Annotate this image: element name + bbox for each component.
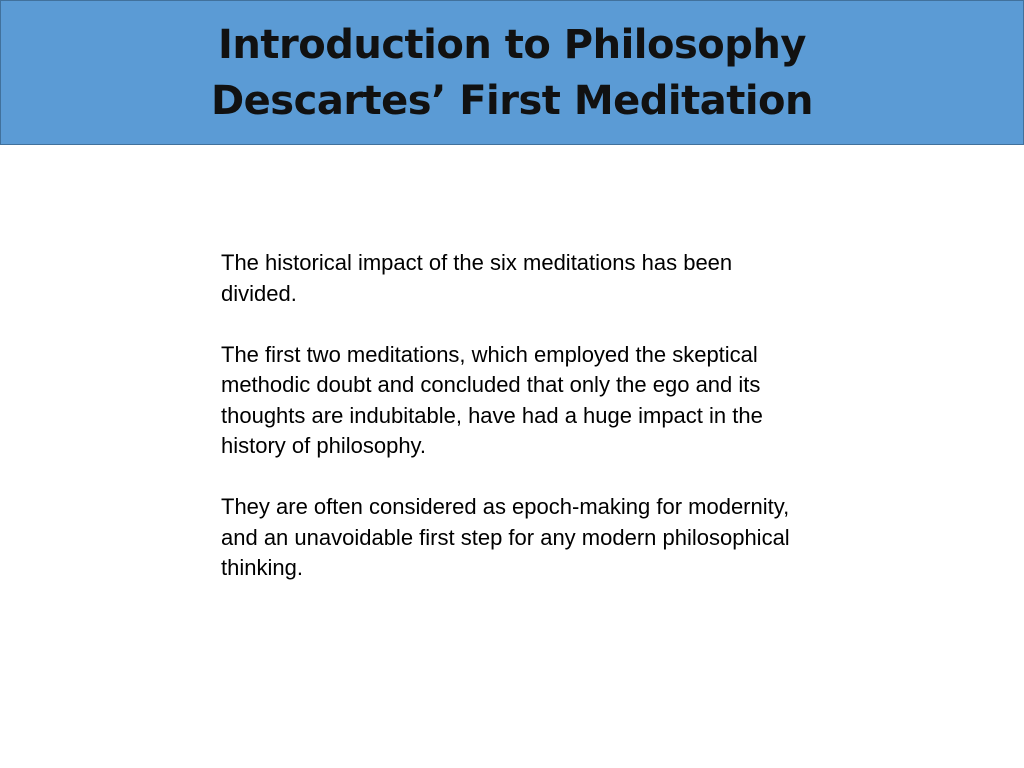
- title-bar: [0, 0, 1024, 145]
- paragraph-1: The historical impact of the six meditations has been divided.: [221, 250, 733, 306]
- title-line-1: Introduction to Philosophy: [218, 21, 806, 68]
- body-text: [221, 248, 801, 584]
- title-line-2: Descartes’ First Meditation: [210, 77, 814, 124]
- paragraph-3: They are often considered as epoch-making for modernity, and an unavoidable first step for any modern philosophical thinking.: [221, 494, 790, 580]
- paragraph-2: The first two meditations, which employed the skeptical methodic doubt and concluded that only the ego and its thoughts are indubitable, have had a huge impact in the history of philosophy.: [221, 341, 763, 458]
